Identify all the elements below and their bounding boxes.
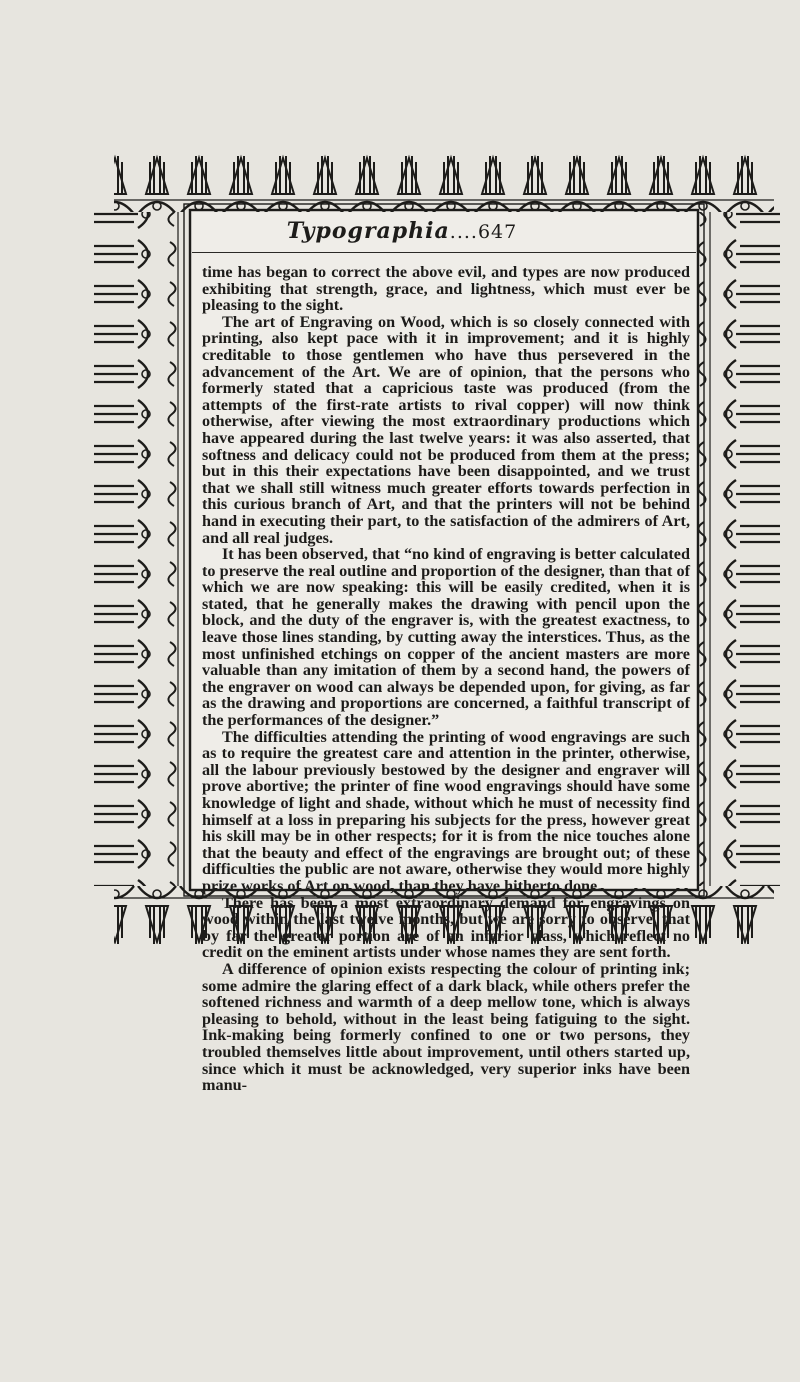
paragraph: The difficulties attending the printing of wood engravings are such as to require the greatest care and attention in the printer, otherwise, all the labour previously bestowed by the designer and engraver will prove abortive; the printer of fine wood engravings should have some knowledge of light and shade, without which he must of necessity find himself at a loss in preparing his subjects for the press, however great his skill may be in other respects; for it is from the nice touches alone that the beauty and effect of the engravings are brought out; of these difficulties the public are not aware, otherwise they would more highly prize works of Art on wood, than they have hitherto done. bbox=[202, 727, 690, 895]
paragraph: time has began to correct the above evil, and types are now produced exhibiting that strength, grace, and lightness, which must ever be pleasing to the sight. bbox=[202, 263, 690, 315]
page-number: ....647 bbox=[449, 221, 518, 243]
page-title bbox=[232, 218, 572, 244]
running-title: Typographia bbox=[286, 218, 450, 244]
page-header bbox=[192, 212, 696, 253]
text-panel bbox=[192, 212, 696, 1095]
paragraph: It has been observed, that “no kind of engraving is better calculated to preserve the real outline and proportion of the designer, than that of which we are now speaking: this will be easily credited, when it is stated, that he generally makes the drawing with pencil upon the block, and the duty of the engraver is, with the greatest exactness, to leave those lines standing, by cutting away the interstices. Thus, as the most unfinished etchings on copper of the ancient masters are more valuable than any imitation of them by a second hand, the powers of the engraver on wood can always be depended upon, for giving, as far as the drawing and proportions are concerned, a faithful transcript of the performances of the designer.” bbox=[202, 545, 690, 730]
paragraph: There has been a most extraordinary demand for engravings on wood within the last twelve months, but we are sorry to observe, that by far the greater portion are of an inferior class, which reflect no credit on the eminent artists under whose names they are sent forth. bbox=[202, 893, 690, 962]
body-text bbox=[202, 264, 690, 1094]
paragraph: A difference of opinion exists respecting the colour of printing ink; some admire the glaring effect of a dark black, while others prefer the softened richness and warmth of a deep mellow tone, which is always pleasing to behold, without in the least being fatiguing to the sight. Ink-making being formerly confined to one or two persons, they troubled themselves little about improvement, until others started up, since which it must be acknowledged, very superior inks have been manu- bbox=[202, 959, 690, 1095]
paragraph: The art of Engraving on Wood, which is so closely connected with printing, also kept pace with it in improvement; and it is highly creditable to those gentlemen who have thus persevered in the advancement of the Art. We are of opinion, that the persons who formerly stated that a capricious taste was produced (from the attempts of the first-rate artists to rival copper) will now think otherwise, after viewing the most extraordinary productions which have appeared during the last twelve years: it was also asserted, that softness and delicacy could not be produced from them at the press; but in this their expectations have been disappointed, and we trust that we shall still witness much greater efforts towards perfection in this curious branch of Art, and that the printers will not be behind hand in executing their part, to the satisfaction of the admirers of Art, and all real judges. bbox=[202, 312, 690, 547]
page-frame bbox=[94, 154, 794, 1095]
